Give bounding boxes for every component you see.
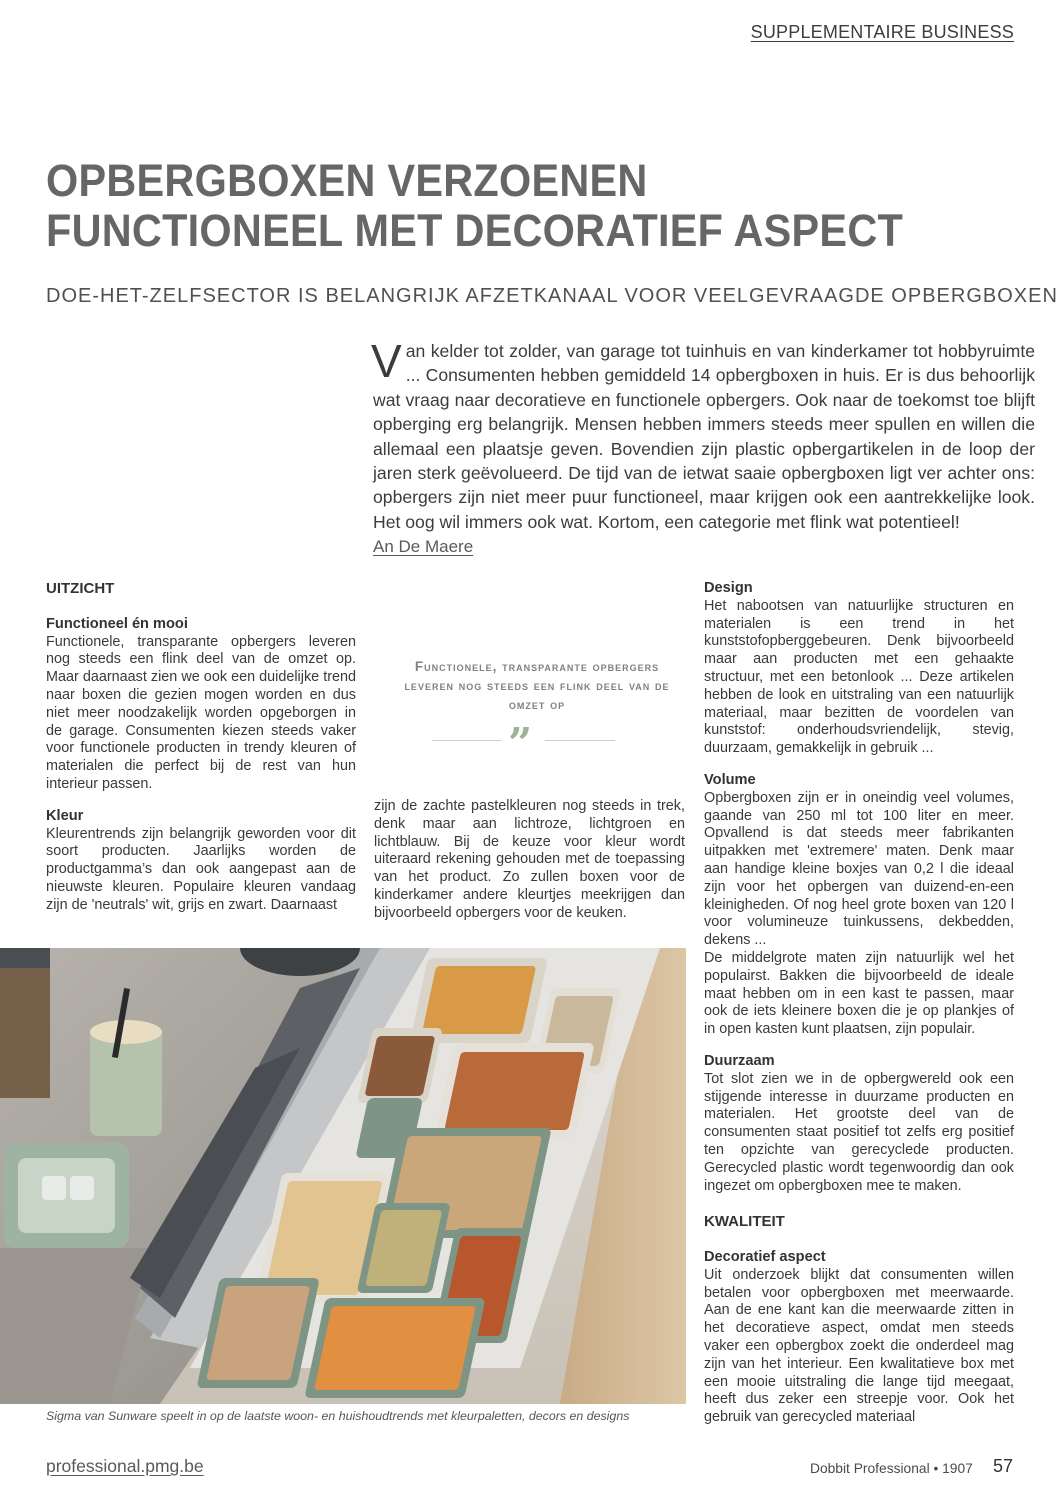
page-number: 57 [993,1456,1014,1476]
subheading-design: Design [704,580,753,596]
coffee-press [0,948,50,1098]
paragraph-decoratief: Uit onderzoek blijkt dat consumenten willen betalen voor opbergboxen met meerwaarde. Aan de ene kant kan die meerwaarde zitten in het decoratieve aspect, omdat men steeds vaker een opbergbox zoekt die onderdeel mag zijn van het interieur. Een kwalitatieve box met een mooie uitstraling die lange tijd meegaat, heeft dus zeker een streepje voor. Ook het gebruik van gerecycled materiaal [704,1266,1014,1426]
paragraph-kleur-continued: zijn de zachte pastelkleuren nog steeds in trek, denk maar aan lichtroze, lichtgroen en lichtblauw. Bij de keuze voor kleur wordt uiteraard rekening gehouden met de toepassing van het product. Zo zullen boxen voor de kinderkamer andere kleurtjes meekrijgen dan bijvoorbeeld opbergers voor de keuken. [374,798,685,921]
quote-rule-left [432,740,502,741]
pull-quote: Functionele, transparante opbergers leveren nog steeds een flink deel van de omzet op [404,659,670,712]
paragraph-kleur: Kleurentrends zijn belangrijk geworden voor dit soort producten. Jaarlijks worden de productgamma’s dan ook aangepast aan de nieuwste kleuren. Populaire kleuren vandaag zijn de 'neutrals' wit, grijs en zwart. Daarnaast [46,825,356,913]
title-line-2: FUNCTIONEEL MET DECORATIEF ASPECT [46,205,904,256]
quote-mark-icon: ” [508,719,533,768]
footer-publication: Dobbit Professional • 1907 [810,1461,973,1476]
paragraph-functioneel: Functionele, transparante opbergers leveren nog steeds een flink deel van de omzet op. Maar daarnaast zien we ook een duidelijke trend naar boxen die gezien mogen worden en dus niet meer noodzakelijk worden opgeborgen in de garage. Consumenten kiezen steeds vaker voor functionele producten in trendy kleuren of materialen die perfect bij de rest van hun interieur passen. [46,633,356,792]
subheading-functioneel: Functioneel én mooi [46,615,188,632]
author-byline[interactable]: An De Maere [373,537,474,556]
product-photo [0,948,686,1404]
column-2 [374,798,685,923]
drop-cap: V [371,335,402,387]
section-tag: SUPPLEMENTAIRE BUSINESS [750,22,1014,42]
column-3 [704,580,1014,1427]
article-title [46,156,948,256]
subheading-volume: Volume [704,771,756,788]
paragraph-volume: Opbergboxen zijn er in oneindig veel volumes, gaande van 250 ml tot 100 liter en meer. Opvallend is dat steeds meer fabrikanten uitpakken met 'extremere' maten. Denk maar aan handige kleine boxjes van 0,2 l die ideaal zijn voor het opbergen van duizend-en-een kleinigheden. Of nog heel grote boxen van 120 l voor volumineuze tuinkussens, dekbedden, dekens ... [704,789,1014,949]
heading-kwaliteit: KWALITEIT [704,1213,785,1231]
quote-rule-right [545,740,615,741]
title-line-1: OPBERGBOXEN VERZOENEN [46,155,648,206]
green-tray [4,1143,129,1248]
column-1 [46,580,356,915]
intro-paragraph [371,335,1035,534]
article-subtitle: DOE-HET-ZELFSECTOR IS BELANGRIJK AFZETKANAAL VOOR VEELGEVRAAGDE OPBERGBOXEN [46,285,1058,307]
paragraph-design: Het nabootsen van natuurlijke structuren en materialen is een trend in het kunststofopberggebeuren. Denk bijvoorbeeld maar aan producten met een gehaakte structuur, met een betonlook ... Deze artikelen hebben de look en uitstraling van een natuurlijk materiaal, maar bezitten de voordelen van kunststof: onderhoudsvriendelijk, stevig, duurzaam, gemakkelijk in gebruik ... [704,597,1014,757]
paragraph-volume-2: De middelgrote maten zijn natuurlijk wel het populairst. Bakken die bijvoorbeeld de ideale maat hebben om in een kast te passen, maar ook de iets kleinere boxen die je op plankjes of in open kasten kunt plaatsen, zijn populair. [704,949,1014,1038]
paragraph-duurzaam: Tot slot zien we in de opbergwereld ook een stijgende interesse in duurzame producten en materialen. Het grootste deel van de consumenten staat positief tot zelfs erg positief ten opzichte van gerecyclede producten. Gerecycled plastic wordt tegenwoordig dan ook ingezet om opbergboxen mee te maken. [704,1070,1014,1194]
subheading-duurzaam: Duurzaam [704,1052,775,1069]
photo-caption: Sigma van Sunware speelt in op de laatste woon- en huishoudtrends met kleurpaletten, decors en designs [46,1409,630,1423]
intro-text: an kelder tot zolder, van garage tot tuinhuis en van kinderkamer tot hobbyruimte ... Consumenten hebben gemiddeld 14 opbergboxen in huis. Er is dus behoorlijk wat vraag naar decoratieve en functionele opbergers. Ook naar de toekomst toe blijft opberging erg belangrijk. Mensen hebben immers steeds meer spullen en willen die allemaal een plaatsje geven. Bovendien zijn plastic opbergartikelen in de loop der jaren sterk geëvolueerd. De tijd van de ietwat saaie opbergboxen ligt ver achter ons: opbergers zijn niet meer puur functioneel, maar krijgen ook een aantrekkelijke look. Het oog wil immers ook wat. Kortom, een categorie met flink wat potentieel! [373,341,1035,532]
subheading-kleur: Kleur [46,807,84,824]
subheading-decoratief: Decoratief aspect [704,1249,826,1266]
footer-website-link[interactable]: professional.pmg.be [46,1456,204,1476]
heading-uitzicht: UITZICHT [46,580,115,597]
